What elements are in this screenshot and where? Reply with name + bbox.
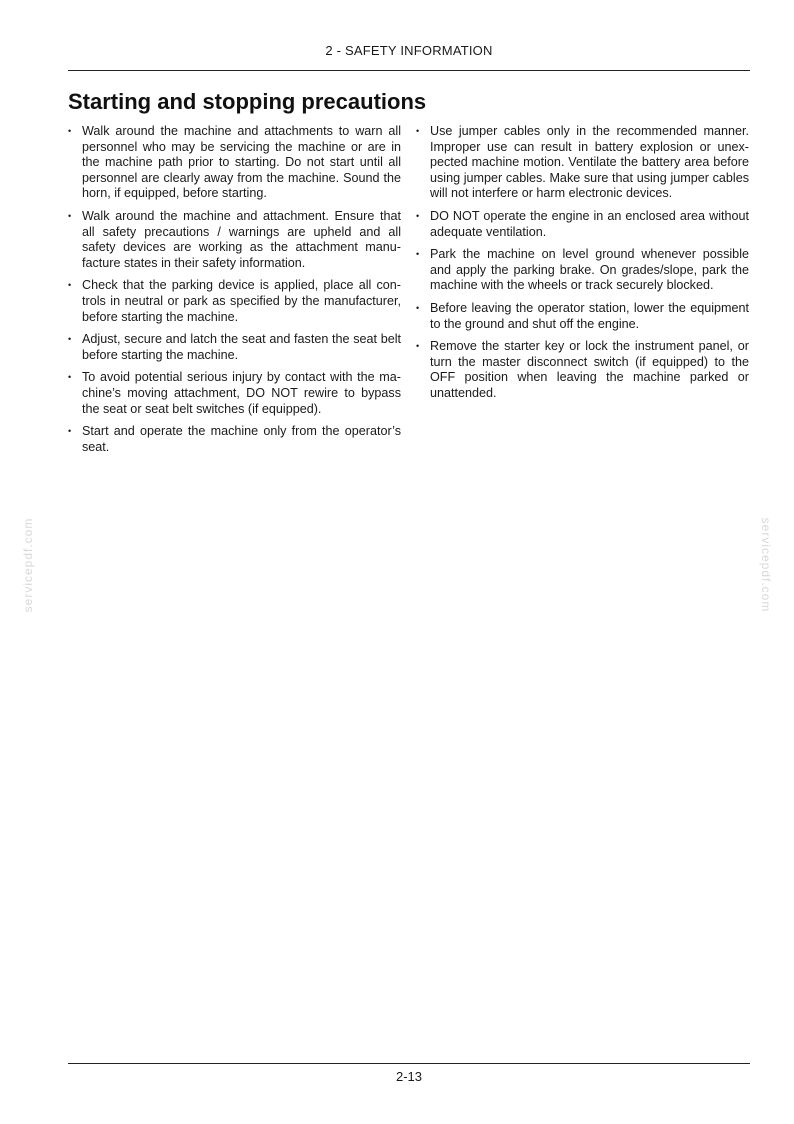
list-item: • Walk around the machine and attachment. Ensure that all safety precautions / warnings are upheld and all safety devices are working as the attachment manufacture states in their safety information. (68, 209, 401, 271)
list-item: • Use jumper cables only in the recommended manner. Improper use can result in battery explosion or unexpected machine motion. Ventilate the battery area before using jumper cables. Make sure that using jumper cables will not interfere or harm electronic devices. (416, 124, 749, 202)
list-item: • Start and operate the machine only from the operator’s seat. (68, 424, 401, 455)
list-item: • Before leaving the operator station, lower the equipment to the ground and shut off the engine. (416, 301, 749, 332)
list-item: • Park the machine on level ground whenever possible and apply the parking brake. On grades/slope, park the machine with the wheels or track securely blocked. (416, 247, 749, 294)
list-item: • Walk around the machine and attachments to warn all personnel who may be servicing the machine or are in the machine path prior to starting. Do not start until all personnel are clearly away from the machine. Sound the horn, if equipped, before starting. (68, 124, 401, 202)
list-item: • Check that the parking device is applied, place all controls in neutral or park as specified by the manufacturer, before starting the machine. (68, 278, 401, 325)
watermark-right: servicepdf.com (759, 517, 773, 613)
list-item: • Remove the starter key or lock the instrument panel, or turn the master disconnect switch (if equipped) to the OFF position when leaving the machine parked or unattended. (416, 339, 749, 401)
left-column-list (68, 124, 401, 462)
list-item: • Adjust, secure and latch the seat and fasten the seat belt before starting the machine. (68, 332, 401, 363)
watermark-left: servicepdf.com (21, 517, 35, 613)
page-number: 2-13 (395, 1069, 423, 1084)
right-column-list (416, 124, 749, 409)
footer-rule (68, 1063, 750, 1064)
list-item: • DO NOT operate the engine in an enclosed area without adequate ventilation. (416, 209, 749, 240)
list-item: • To avoid potential serious injury by contact with the machine’s moving attachment, DO NOT rewire to bypass the seat or seat belt switches (if equipped). (68, 370, 401, 417)
header-rule (68, 70, 750, 71)
running-header: 2 - SAFETY INFORMATION (325, 43, 493, 58)
page-title: Starting and stopping precautions (68, 89, 427, 114)
